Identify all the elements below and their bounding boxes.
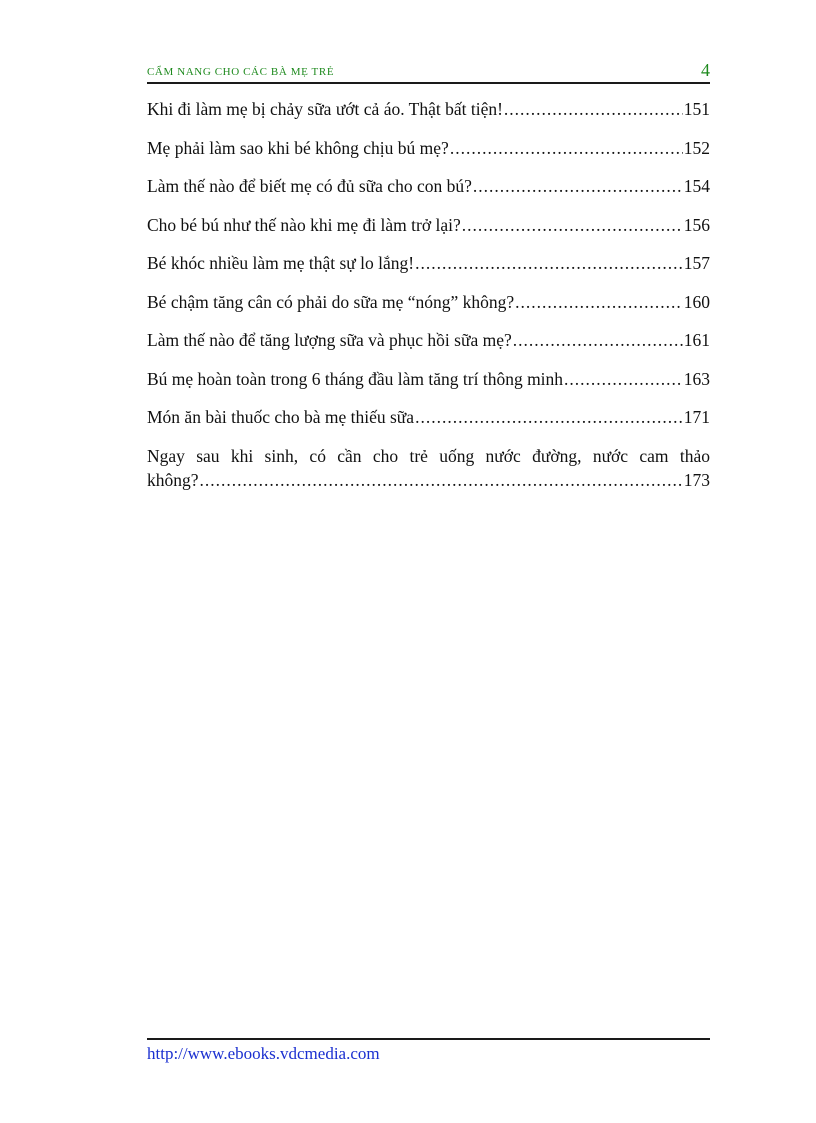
toc-entry[interactable] xyxy=(147,444,710,492)
toc-leader-dots xyxy=(462,213,683,237)
toc-entry-title: Làm thế nào để biết mẹ có đủ sữa cho con bú? xyxy=(147,176,472,196)
toc-entry[interactable] xyxy=(147,174,710,213)
toc-entry-page: 161 xyxy=(683,330,710,350)
toc-entry-title: Bé khóc nhiều làm mẹ thật sự lo lắng! xyxy=(147,253,415,273)
toc-entry-page: 152 xyxy=(683,137,710,158)
toc-entry-page: 156 xyxy=(683,214,710,235)
toc-entry[interactable] xyxy=(147,213,710,252)
footer-divider xyxy=(147,1038,710,1040)
toc-entry-title: Làm thế nào để tăng lượng sữa và phục hồi sữa mẹ? xyxy=(147,330,512,350)
toc-leader-dots xyxy=(450,136,683,160)
toc-entry-continuation xyxy=(147,468,710,492)
toc-entry-title: Cho bé bú như thế nào khi mẹ đi làm trở lại? xyxy=(147,214,461,235)
toc-entry-title: Mẹ phải làm sao khi bé không chịu bú mẹ? xyxy=(147,137,449,158)
toc-leader-dots xyxy=(515,290,683,314)
toc-leader-dots xyxy=(564,367,683,391)
toc-leader-dots xyxy=(504,97,683,121)
toc-leader-dots xyxy=(473,174,683,198)
toc-entry-page: 157 xyxy=(683,253,710,273)
toc-entry-title: Món ăn bài thuốc cho bà mẹ thiếu sữa xyxy=(147,407,415,427)
toc-leader-dots xyxy=(513,328,683,352)
toc-entry[interactable] xyxy=(147,290,710,329)
book-title: CẨM NANG CHO CÁC BÀ MẸ TRẺ xyxy=(147,66,335,78)
toc-entry-title: Bú mẹ hoàn toàn trong 6 tháng đầu làm tăng trí thông minh xyxy=(147,368,564,389)
table-of-contents xyxy=(147,97,710,492)
toc-leader-dots xyxy=(415,251,683,275)
toc-entry[interactable] xyxy=(147,136,710,175)
toc-entry-page: 160 xyxy=(683,291,710,312)
toc-entry-page: 154 xyxy=(683,176,710,196)
toc-entry-page: 173 xyxy=(683,469,710,490)
page-header xyxy=(147,58,710,84)
footer-website-link[interactable]: http://www.ebooks.vdcmedia.com xyxy=(147,1044,380,1063)
toc-leader-dots xyxy=(200,468,683,492)
toc-entry-page: 171 xyxy=(683,407,710,427)
toc-entry[interactable] xyxy=(147,367,710,406)
toc-entry[interactable] xyxy=(147,251,710,290)
toc-entry-title-continued: không? xyxy=(147,469,199,490)
toc-entry-title: Ngay sau khi sinh, có cần cho trẻ uống nước đường, nước cam thảo xyxy=(147,445,710,466)
toc-entry-page: 163 xyxy=(683,368,710,389)
toc-entry-title: Khi đi làm mẹ bị chảy sữa ướt cả áo. Thật bất tiện! xyxy=(147,99,503,119)
toc-entry-page: 151 xyxy=(683,99,710,119)
toc-entry[interactable] xyxy=(147,97,710,136)
toc-entry-title: Bé chậm tăng cân có phải do sữa mẹ “nóng” không? xyxy=(147,291,515,312)
page-number: 4 xyxy=(701,60,710,80)
toc-entry[interactable] xyxy=(147,328,710,367)
toc-entry[interactable] xyxy=(147,405,710,444)
toc-leader-dots xyxy=(415,405,683,429)
